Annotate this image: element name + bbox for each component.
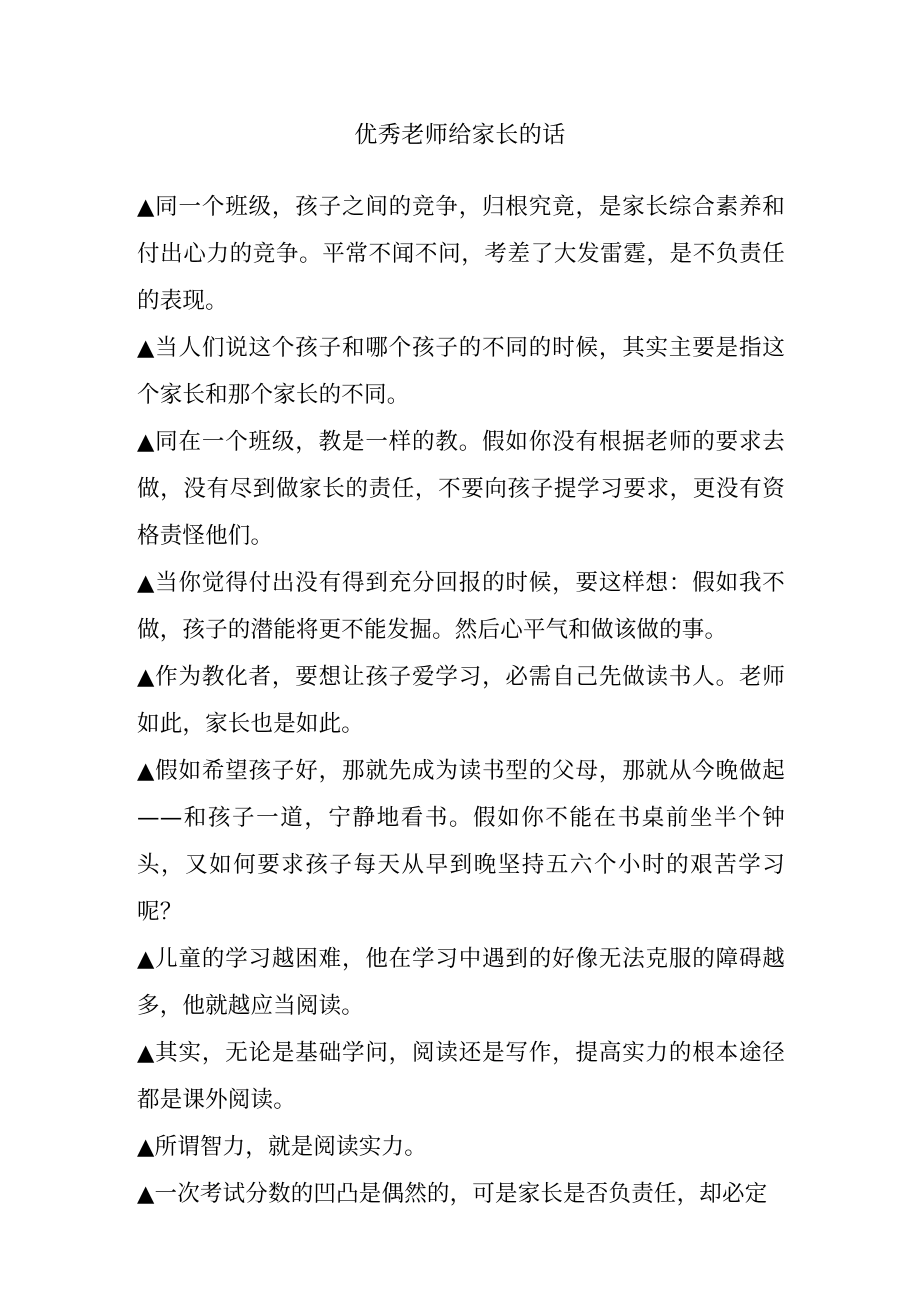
paragraph: ▲一次考试分数的凹凸是偶然的，可是家长是否负责任，却必定 — [137, 1181, 768, 1207]
paragraph: ▲同在一个班级，教是一样的教。假如你没有根据老师的要求去做，没有尽到做家长的责任，不要向孩子提学习要求，更没有资格责怪他们。 — [137, 429, 785, 549]
paragraph: ▲其实，无论是基础学问，阅读还是写作，提高实力的根本途径都是课外阅读。 — [137, 1040, 785, 1113]
paragraph: ▲作为教化者，要想让孩子爱学习，必需自己先做读书人。老师如此，家长也是如此。 — [137, 664, 785, 737]
paragraph: ▲当人们说这个孩子和哪个孩子的不同的时候，其实主要是指这个家长和那个家长的不同。 — [137, 335, 785, 408]
paragraph: ▲所谓智力，就是阅读实力。 — [137, 1134, 427, 1160]
paragraph: ▲当你觉得付出没有得到充分回报的时候，要这样想：假如我不做，孩子的潜能将更不能发掘。然后心平气和做该做的事。 — [137, 570, 785, 643]
document-title: 优秀老师给家长的话 — [354, 122, 566, 148]
document-body — [137, 184, 785, 1218]
paragraph: ▲假如希望孩子好，那就先成为读书型的父母，那就从今晚做起——和孩子一道，宁静地看书。假如你不能在书桌前坐半个钟头，又如何要求孩子每天从早到晚坚持五六个小时的艰苦学习呢？ — [137, 758, 785, 925]
paragraph: ▲同一个班级，孩子之间的竞争，归根究竟，是家长综合素养和付出心力的竞争。平常不闻不问，考差了大发雷霆，是不负责任的表现。 — [137, 194, 785, 314]
paragraph: ▲儿童的学习越困难，他在学习中遇到的好像无法克服的障碍越多，他就越应当阅读。 — [137, 946, 785, 1019]
